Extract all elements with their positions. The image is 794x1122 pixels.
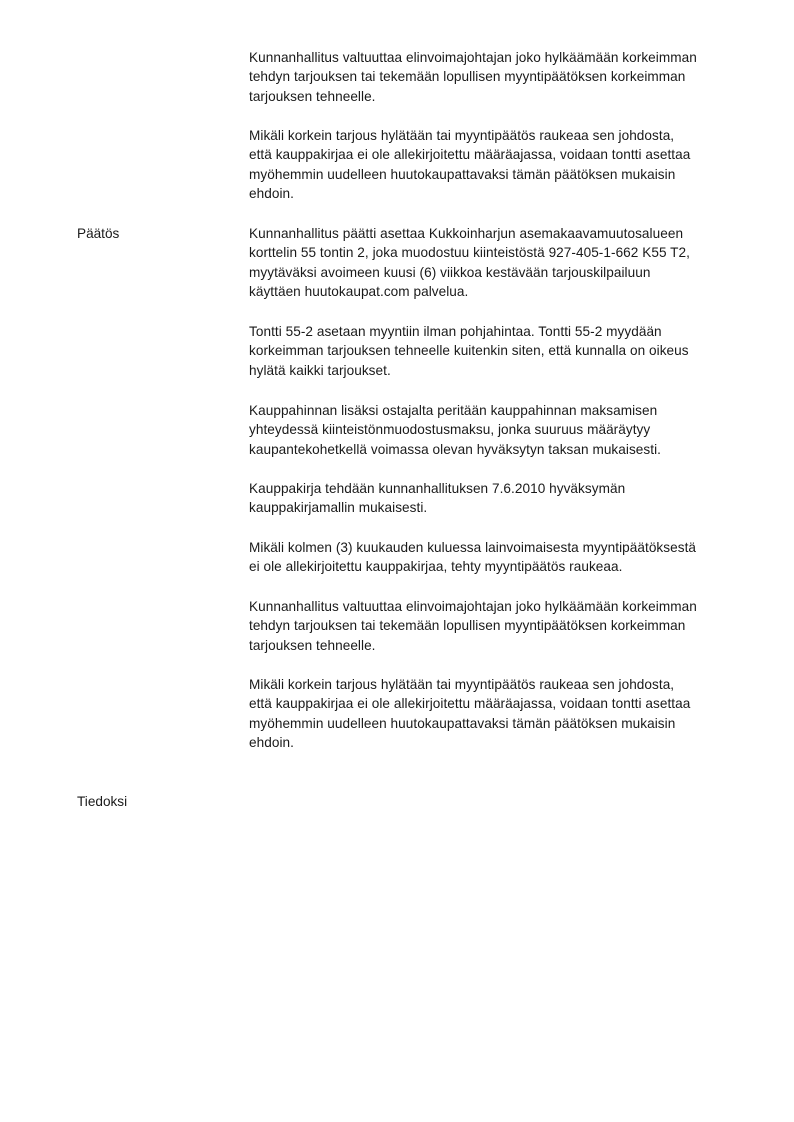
text-line: Kunnanhallitus päätti asettaa Kukkoinharjun asemakaavamuutosalueen (249, 226, 684, 241)
text-line: käyttäen huutokaupat.com palvelua. (249, 284, 469, 300)
text-line: ehdoin. (249, 186, 294, 202)
text-line: hylätä kaikki tarjoukset. (249, 362, 391, 378)
text-line: myöhemmin uudelleen huutokaupattavaksi tämän päätöksen mukaisin (249, 715, 676, 731)
text-line: Mikäli kolmen (3) kuukauden kuluessa lainvoimaisesta myyntipäätöksestä (249, 540, 697, 555)
text-line: Kauppahinnan lisäksi ostajalta peritään kauppahinnan maksamisen (249, 403, 658, 418)
text-line: korttelin 55 tontin 2, joka muodostuu kiinteistöstä 927-405-1-662 K55 T2, (249, 245, 690, 261)
text-line: että kauppakirjaa ei ole allekirjoitettu määräajassa, voidaan tontti asettaa (249, 696, 691, 712)
text-line: ei ole allekirjoitettu kauppakirjaa, tehty myyntipäätös raukeaa. (249, 559, 623, 575)
text-line: Tontti 55-2 asetaan myyntiin ilman pohjahintaa. Tontti 55-2 myydään (249, 324, 662, 339)
section-label-paatos: Päätös (77, 226, 120, 241)
decision-paragraph (249, 479, 749, 518)
text-line: Kunnanhallitus valtuuttaa elinvoimajohtajan joko hylkäämään korkeimman (249, 50, 697, 65)
text-line: Mikäli korkein tarjous hylätään tai myyntipäätös raukeaa sen johdosta, (249, 677, 675, 692)
text-line: tehdyn tarjouksen tai tekemään lopullisen myyntipäätöksen korkeimman (249, 69, 686, 85)
text-line: Kunnanhallitus valtuuttaa elinvoimajohtajan joko hylkäämään korkeimman (249, 599, 697, 614)
text-line: Mikäli korkein tarjous hylätään tai myyntipäätös raukeaa sen johdosta, (249, 128, 675, 143)
text-line: myytäväksi avoimeen kuusi (6) viikkoa kestävään tarjouskilpailuun (249, 264, 651, 280)
text-line: ehdoin. (249, 735, 294, 751)
paragraph (249, 126, 749, 204)
text-line: myöhemmin uudelleen huutokaupattavaksi tämän päätöksen mukaisin (249, 166, 676, 182)
text-line: tehdyn tarjouksen tai tekemään lopullisen myyntipäätöksen korkeimman (249, 618, 686, 634)
decision-paragraph (249, 224, 749, 302)
text-line: Kauppakirja tehdään kunnanhallituksen 7.6.2010 hyväksymän (249, 481, 626, 496)
text-line: yhteydessä kiinteistönmuodostusmaksu, jonka suuruus määräytyy (249, 422, 651, 438)
text-line: tarjouksen tehneelle. (249, 88, 376, 104)
decision-paragraph (249, 675, 749, 753)
decision-paragraph (249, 401, 749, 459)
decision-paragraph (249, 597, 749, 655)
section-label-tiedoksi: Tiedoksi (77, 794, 128, 809)
text-line: korkeimman tarjouksen tehneelle kuitenkin siten, että kunnalla on oikeus (249, 343, 689, 359)
text-line: kaupantekohetkellä voimassa olevan hyväksytyn taksan mukaisesti. (249, 441, 661, 457)
text-line: kauppakirjamallin mukaisesti. (249, 500, 428, 516)
decision-paragraph (249, 322, 749, 380)
text-line: tarjouksen tehneelle. (249, 637, 376, 653)
paragraph (249, 48, 749, 106)
decision-paragraph (249, 538, 749, 577)
text-line: että kauppakirjaa ei ole allekirjoitettu määräajassa, voidaan tontti asettaa (249, 147, 691, 163)
